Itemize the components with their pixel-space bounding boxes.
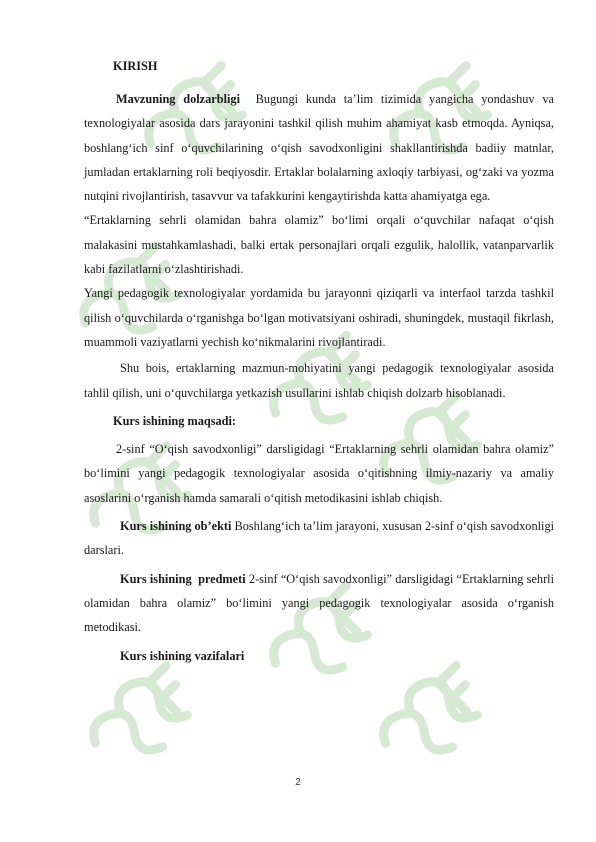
tasks-heading: Kurs ishining vazifalari — [120, 648, 245, 663]
object-text: Boshlang‘ich ta’lim jarayoni, xususan 2-sinf o‘qish savodxonligi darslari. — [84, 519, 555, 558]
subject-text: 2-sinf “O‘qish savodxonligi” darsligidagi “Ertaklarning sehrli olamidan bahra olamiz” bo‘limini yangi pedagogik texnologiyalar asosida o‘rganish metodikasi. — [84, 571, 555, 635]
goal-text: 2-sinf “O‘qish savodxonligi” darsligidagi “Ertaklarning sehrli olamidan bahra olamiz” bo‘limini yangi pedagogik texnologiyalar asosida o‘qitishning ilmiy-nazariy va amaliy asoslarini o‘rganish hamda samarali o‘qitish metodikasini ishlab chiqish. — [84, 442, 554, 505]
relevance-paragraph — [84, 87, 554, 208]
subject-heading: Kurs ishining predmeti — [120, 571, 246, 586]
relevance-heading: Mavzuning dolzarbligi — [116, 92, 240, 106]
page-number: 2 — [295, 777, 301, 788]
document-body — [84, 87, 554, 668]
relevance-text: Bugungi kunda ta’lim tizimida yangicha yondashuv va texnologiyalar asosida dars jarayonini tashkil qilish muhim ahamiyat kasb etmoqda. Ayniqsa, boshlang‘ich sinf o‘quvchilarining o‘qish savodxonligini shakllantirishda badiiy matnlar, jumladan ertaklarning roli beqiyosdir. Ertaklar bolalarning axloqiy tarbiyasi, og‘zaki va yozma nutqini rivojlantirish, tasavvur va tafakkurini kengaytirishda katta ahamiyatga ega. — [84, 92, 554, 204]
goal-heading: Kurs ishining maqsadi: — [113, 413, 237, 428]
paragraph-3: Yangi pedagogik texnologiyalar yordamida bu jarayonni qiziqarli va interfaol tarzda tashkil qilish o‘quvchilarda o‘rganishga bo‘lgan motivatsiyani oshiradi, shuningdek, mustaqil fikrlash, muammoli vaziyatlarni yechish ko‘nikmalarini rivojlantiradi. — [84, 286, 554, 349]
page-title: KIRISH — [113, 59, 158, 73]
object-paragraph — [84, 514, 554, 563]
object-heading: Kurs ishining ob’ekti — [120, 519, 232, 534]
paragraph-2: “Ertaklarning sehrli olamidan bahra olamiz” bo‘limi orqali o‘quvchilar nafaqat o‘qish malakasini mustahkamlashadi, balki ertak personajlari orqali ezgulik, halollik, vatanparvarlik kabi fazilatlarni o‘zlashtirishadi. — [84, 213, 554, 277]
paragraph-4: Shu bois, ertaklarning mazmun-mohiyatini yangi pedagogik texnologiyalar asosida tahlil qilish, uni o‘quvchilarga yetkazish usullarini ishlab chiqish dolzarb hisoblanadi. — [84, 361, 554, 400]
subject-paragraph — [84, 567, 554, 640]
